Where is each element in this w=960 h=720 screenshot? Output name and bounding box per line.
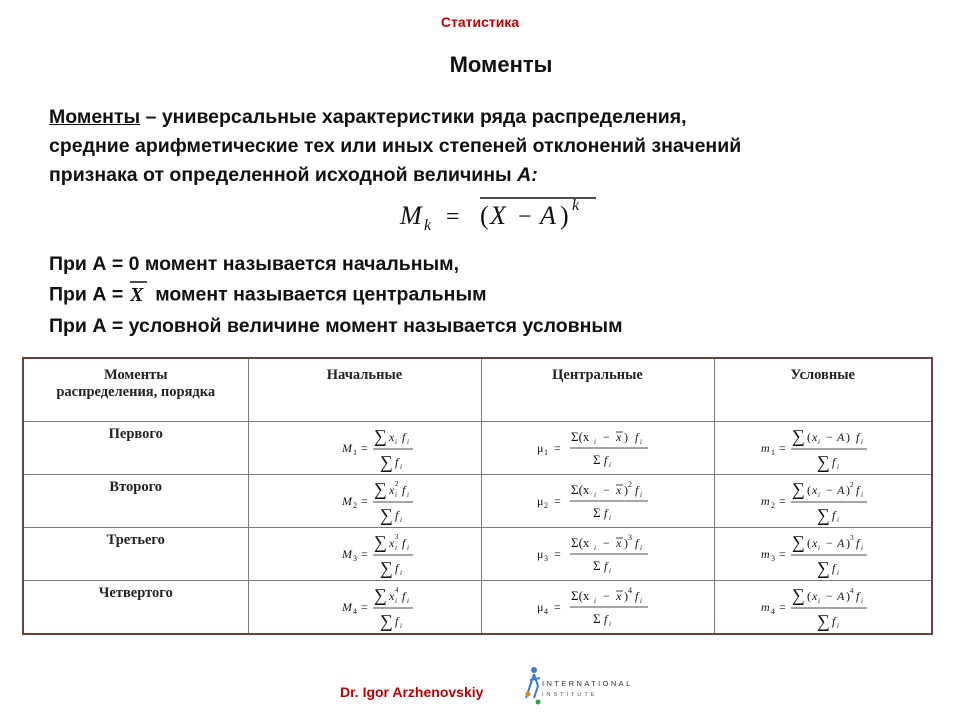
svg-text:f: f bbox=[603, 453, 607, 467]
svg-text:x: x bbox=[615, 483, 621, 497]
svg-text:x: x bbox=[811, 430, 817, 444]
svg-text:i: i bbox=[593, 491, 596, 499]
svg-text:i: i bbox=[836, 622, 839, 630]
svg-text:): ) bbox=[623, 589, 628, 603]
svg-text:x: x bbox=[388, 589, 394, 603]
svg-text:3: 3 bbox=[352, 554, 357, 563]
svg-text:∑: ∑ bbox=[379, 452, 393, 472]
svg-text:i: i bbox=[406, 597, 409, 605]
svg-text:i: i bbox=[860, 597, 863, 605]
svg-text:∑: ∑ bbox=[379, 611, 393, 631]
svg-text:4: 4 bbox=[627, 586, 632, 595]
svg-text:x: x bbox=[388, 430, 394, 444]
svg-text:i: i bbox=[394, 491, 397, 499]
svg-text:=: = bbox=[446, 204, 460, 230]
svg-text:Σ(x: Σ(x bbox=[570, 535, 589, 550]
svg-text:(: ( bbox=[806, 430, 811, 444]
svg-text:i: i bbox=[399, 463, 402, 471]
svg-text:=: = bbox=[360, 547, 368, 561]
svg-text:∑: ∑ bbox=[379, 505, 393, 525]
svg-text:A: A bbox=[836, 589, 844, 603]
svg-text:i: i bbox=[817, 544, 820, 552]
definition-line-3: признака от определенной исходной величины A: bbox=[49, 164, 538, 186]
svg-text:): ) bbox=[560, 201, 569, 230]
svg-text:Σ: Σ bbox=[592, 452, 601, 467]
svg-text:i: i bbox=[593, 544, 596, 552]
svg-text:∑: ∑ bbox=[373, 585, 387, 605]
svg-text:f: f bbox=[831, 508, 835, 522]
svg-text:3: 3 bbox=[770, 554, 775, 563]
svg-text:i: i bbox=[817, 438, 820, 446]
svg-text:∑: ∑ bbox=[791, 426, 805, 446]
conditional-moment-formula bbox=[714, 581, 932, 635]
row-order-label: Первого bbox=[23, 422, 248, 475]
svg-text:−: − bbox=[825, 536, 833, 550]
svg-text:A: A bbox=[836, 483, 844, 497]
svg-text:f: f bbox=[634, 536, 638, 550]
svg-text:∑: ∑ bbox=[373, 426, 387, 446]
header-initial: Начальные bbox=[248, 358, 481, 422]
svg-text:=: = bbox=[553, 494, 561, 508]
svg-text:m: m bbox=[760, 600, 770, 614]
moment-formula bbox=[396, 194, 606, 238]
svg-text:=: = bbox=[360, 494, 368, 508]
svg-text:2: 2 bbox=[352, 501, 357, 510]
initial-moment-formula bbox=[248, 422, 481, 475]
svg-text:i: i bbox=[639, 438, 642, 446]
svg-text:∑: ∑ bbox=[373, 479, 387, 499]
row-order-label: Четвертого bbox=[23, 581, 248, 635]
header-order: Моменты распределения, порядка bbox=[23, 358, 248, 422]
svg-text:∑: ∑ bbox=[791, 479, 805, 499]
header-central: Центральные bbox=[481, 358, 714, 422]
central-moment-formula bbox=[481, 475, 714, 528]
svg-text:−: − bbox=[602, 589, 610, 603]
svg-text:i: i bbox=[639, 597, 642, 605]
svg-text:=: = bbox=[778, 600, 786, 614]
svg-text:1: 1 bbox=[770, 448, 775, 457]
svg-text:m: m bbox=[760, 547, 770, 561]
svg-text:): ) bbox=[623, 483, 628, 497]
svg-text:4: 4 bbox=[352, 607, 357, 616]
page-title: Моменты bbox=[449, 52, 553, 77]
svg-text:i: i bbox=[406, 544, 409, 552]
conditional-moment-formula bbox=[714, 528, 932, 581]
svg-text:i: i bbox=[608, 620, 611, 628]
svg-text:f: f bbox=[634, 430, 638, 444]
svg-text:i: i bbox=[836, 516, 839, 524]
initial-moment-formula bbox=[248, 581, 481, 635]
svg-text:f: f bbox=[855, 536, 859, 550]
svg-text:f: f bbox=[401, 483, 405, 497]
svg-text:∑: ∑ bbox=[816, 558, 830, 578]
svg-text:f: f bbox=[855, 589, 859, 603]
author-footer: Dr. Igor Arzhenovskiy bbox=[340, 684, 484, 700]
svg-text:i: i bbox=[394, 597, 397, 605]
svg-text:X: X bbox=[130, 284, 144, 303]
case-central: При А = X момент называется центральным bbox=[49, 279, 623, 312]
svg-text:i: i bbox=[836, 569, 839, 577]
svg-text:∑: ∑ bbox=[791, 585, 805, 605]
svg-text:k: k bbox=[572, 197, 580, 214]
svg-text:2: 2 bbox=[543, 501, 548, 510]
svg-text:μ: μ bbox=[536, 441, 543, 455]
svg-text:=: = bbox=[778, 494, 786, 508]
svg-text:i: i bbox=[817, 491, 820, 499]
svg-text:1: 1 bbox=[352, 448, 357, 457]
svg-text:(: ( bbox=[806, 536, 811, 550]
svg-text:i: i bbox=[608, 567, 611, 575]
svg-text:Σ: Σ bbox=[592, 611, 601, 626]
svg-text:Σ(x: Σ(x bbox=[570, 482, 589, 497]
svg-text:4: 4 bbox=[849, 587, 853, 595]
svg-text:−: − bbox=[825, 483, 833, 497]
svg-text:f: f bbox=[394, 455, 398, 469]
svg-text:f: f bbox=[831, 614, 835, 628]
svg-text:): ) bbox=[845, 536, 850, 550]
svg-text:3: 3 bbox=[849, 534, 853, 542]
svg-text:i: i bbox=[608, 461, 611, 469]
svg-text:M: M bbox=[341, 494, 352, 508]
svg-text:−: − bbox=[602, 430, 610, 444]
svg-text:): ) bbox=[623, 536, 628, 550]
svg-text:M: M bbox=[400, 201, 422, 230]
svg-text:Σ(x: Σ(x bbox=[570, 429, 589, 444]
svg-text:M: M bbox=[341, 600, 352, 614]
svg-text:x: x bbox=[615, 430, 621, 444]
svg-text:=: = bbox=[778, 547, 786, 561]
svg-text:−: − bbox=[518, 204, 532, 230]
svg-text:f: f bbox=[603, 506, 607, 520]
svg-text:i: i bbox=[860, 544, 863, 552]
svg-text:3: 3 bbox=[394, 533, 398, 541]
svg-text:−: − bbox=[602, 483, 610, 497]
x-bar-symbol bbox=[127, 279, 149, 312]
svg-text:∑: ∑ bbox=[816, 611, 830, 631]
svg-text:i: i bbox=[399, 516, 402, 524]
svg-text:i: i bbox=[608, 514, 611, 522]
svg-text:=: = bbox=[553, 600, 561, 614]
svg-text:=: = bbox=[360, 441, 368, 455]
svg-text:i: i bbox=[406, 491, 409, 499]
svg-text:∑: ∑ bbox=[791, 532, 805, 552]
svg-text:(: ( bbox=[480, 201, 489, 230]
svg-text:=: = bbox=[360, 600, 368, 614]
svg-text:f: f bbox=[634, 589, 638, 603]
svg-text:): ) bbox=[845, 483, 850, 497]
conditional-moment-formula bbox=[714, 422, 932, 475]
svg-text:i: i bbox=[836, 463, 839, 471]
svg-text:∑: ∑ bbox=[379, 558, 393, 578]
case-initial: При А = 0 момент называется начальным, bbox=[49, 253, 459, 275]
table-row bbox=[23, 528, 932, 581]
svg-text:2: 2 bbox=[627, 480, 632, 489]
svg-text:4: 4 bbox=[770, 607, 775, 616]
svg-text:f: f bbox=[401, 536, 405, 550]
svg-text:M: M bbox=[341, 547, 352, 561]
svg-text:m: m bbox=[760, 441, 770, 455]
row-order-label: Второго bbox=[23, 475, 248, 528]
table-row bbox=[23, 581, 932, 635]
svg-text:μ: μ bbox=[536, 494, 543, 508]
svg-text:3: 3 bbox=[627, 533, 632, 542]
svg-text:Σ: Σ bbox=[592, 558, 601, 573]
svg-text:i: i bbox=[593, 438, 596, 446]
svg-text:i: i bbox=[399, 569, 402, 577]
svg-text:−: − bbox=[825, 589, 833, 603]
svg-text:=: = bbox=[778, 441, 786, 455]
svg-text:3: 3 bbox=[543, 554, 548, 563]
svg-text:i: i bbox=[394, 438, 397, 446]
svg-text:2: 2 bbox=[394, 480, 398, 488]
svg-text:Σ(x: Σ(x bbox=[570, 588, 589, 603]
svg-text:2: 2 bbox=[770, 501, 775, 510]
svg-text:(: ( bbox=[806, 589, 811, 603]
svg-text:f: f bbox=[855, 483, 859, 497]
svg-text:2: 2 bbox=[849, 481, 853, 489]
svg-text:4: 4 bbox=[543, 607, 548, 616]
svg-text:X: X bbox=[490, 201, 506, 230]
svg-text:): ) bbox=[845, 430, 850, 444]
row-order-label: Третьего bbox=[23, 528, 248, 581]
svg-text:x: x bbox=[811, 536, 817, 550]
svg-text:A: A bbox=[836, 536, 844, 550]
svg-text:M: M bbox=[341, 441, 352, 455]
header-conditional: Условные bbox=[714, 358, 932, 422]
central-moment-formula bbox=[481, 528, 714, 581]
initial-moment-formula bbox=[248, 528, 481, 581]
svg-text:x: x bbox=[811, 589, 817, 603]
svg-text:INTERNATIONAL: INTERNATIONAL bbox=[542, 679, 630, 688]
svg-text:f: f bbox=[394, 614, 398, 628]
initial-moment-formula bbox=[248, 475, 481, 528]
definition-line-1: Моменты – универсальные характеристики ряда распределения, bbox=[49, 106, 687, 128]
svg-text:f: f bbox=[401, 430, 405, 444]
moments-table bbox=[22, 357, 933, 635]
svg-text:=: = bbox=[553, 441, 561, 455]
svg-text:∑: ∑ bbox=[373, 532, 387, 552]
subject-header: Статистика bbox=[440, 14, 520, 30]
svg-text:m: m bbox=[760, 494, 770, 508]
svg-text:x: x bbox=[811, 483, 817, 497]
svg-text:f: f bbox=[394, 561, 398, 575]
definition-line-2: средние арифметические тех или иных степеней отклонений значений bbox=[49, 135, 742, 157]
svg-text:f: f bbox=[634, 483, 638, 497]
svg-text:1: 1 bbox=[543, 448, 548, 457]
svg-text:i: i bbox=[817, 597, 820, 605]
svg-text:x: x bbox=[615, 536, 621, 550]
definition-term: Моменты bbox=[49, 106, 141, 128]
svg-text:−: − bbox=[602, 536, 610, 550]
svg-text:): ) bbox=[623, 430, 628, 444]
svg-text:f: f bbox=[831, 455, 835, 469]
svg-text:(: ( bbox=[806, 483, 811, 497]
svg-text:x: x bbox=[388, 536, 394, 550]
svg-text:A: A bbox=[540, 201, 556, 230]
svg-text:μ: μ bbox=[536, 600, 543, 614]
central-moment-formula bbox=[481, 581, 714, 635]
svg-text:f: f bbox=[603, 612, 607, 626]
svg-text:f: f bbox=[401, 589, 405, 603]
table-header-row bbox=[23, 358, 932, 422]
case-conditional: При А = условной величине момент называется условным bbox=[49, 315, 623, 337]
definition-variable: A: bbox=[517, 164, 538, 186]
svg-text:x: x bbox=[615, 589, 621, 603]
svg-text:i: i bbox=[593, 597, 596, 605]
svg-text:∑: ∑ bbox=[816, 505, 830, 525]
svg-text:∑: ∑ bbox=[816, 452, 830, 472]
svg-text:i: i bbox=[394, 544, 397, 552]
svg-text:i: i bbox=[860, 438, 863, 446]
svg-text:=: = bbox=[553, 547, 561, 561]
table-row bbox=[23, 475, 932, 528]
institute-logo bbox=[520, 664, 630, 712]
svg-text:f: f bbox=[394, 508, 398, 522]
table-row bbox=[23, 422, 932, 475]
definition-paragraph bbox=[49, 103, 929, 190]
svg-text:i: i bbox=[639, 544, 642, 552]
conditional-moment-formula bbox=[714, 475, 932, 528]
svg-text:μ: μ bbox=[536, 547, 543, 561]
svg-text:f: f bbox=[831, 561, 835, 575]
svg-text:4: 4 bbox=[394, 586, 398, 594]
svg-text:f: f bbox=[603, 559, 607, 573]
svg-text:i: i bbox=[639, 491, 642, 499]
svg-text:INSTITUTE: INSTITUTE bbox=[542, 692, 598, 698]
svg-text:f: f bbox=[855, 430, 859, 444]
moment-cases bbox=[49, 250, 623, 341]
svg-text:Σ: Σ bbox=[592, 505, 601, 520]
svg-text:x: x bbox=[388, 483, 394, 497]
central-moment-formula bbox=[481, 422, 714, 475]
svg-text:k: k bbox=[424, 217, 432, 234]
svg-text:i: i bbox=[860, 491, 863, 499]
svg-text:−: − bbox=[825, 430, 833, 444]
svg-text:i: i bbox=[406, 438, 409, 446]
svg-text:i: i bbox=[399, 622, 402, 630]
svg-text:A: A bbox=[836, 430, 844, 444]
svg-text:): ) bbox=[845, 589, 850, 603]
